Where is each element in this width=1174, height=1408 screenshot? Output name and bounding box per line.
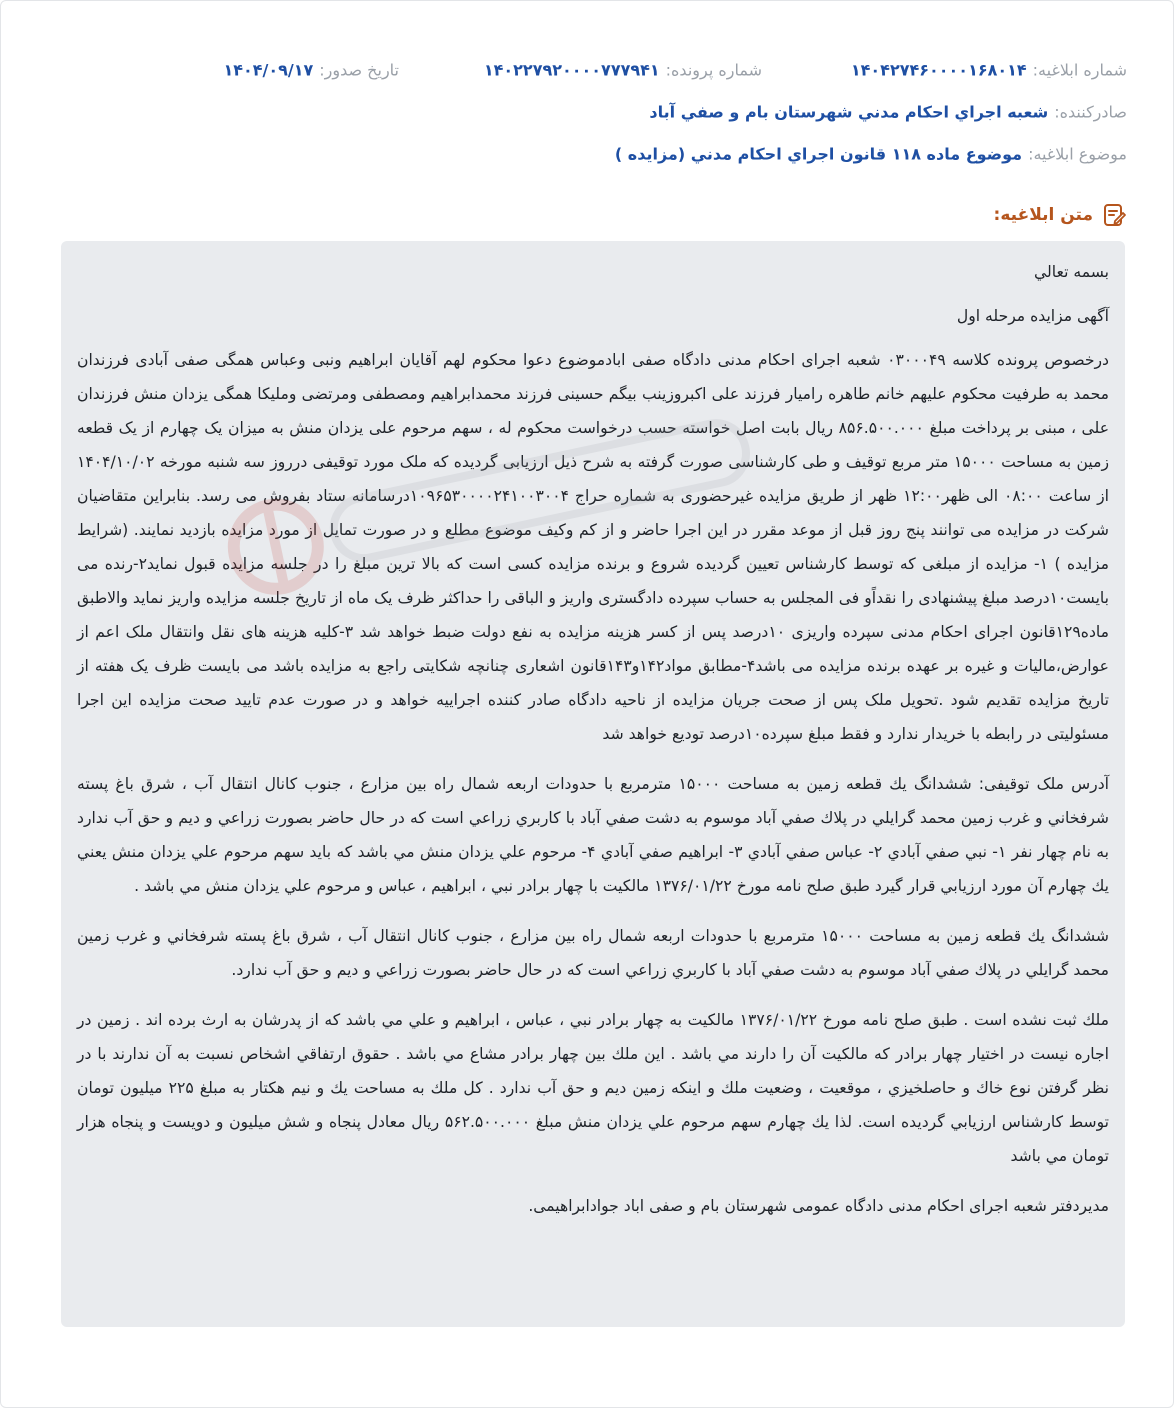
issue-date-label: تاریخ صدور: bbox=[319, 60, 399, 80]
issuer-label: صادرکننده: bbox=[1054, 102, 1127, 122]
issuer-value: شعبه اجراي احكام مدني شهرستان بام و صفي آباد bbox=[649, 102, 1049, 122]
notice-number-label: شماره ابلاغیه: bbox=[1032, 60, 1127, 80]
notice-text-title: متن ابلاغیه: bbox=[993, 205, 1093, 225]
notice-text-heading bbox=[994, 199, 1127, 231]
body-paragraph-auction: درخصوص پرونده کلاسه ۰۳۰۰۰۴۹ شعبه اجرای احکام مدنی دادگاه صفی ابادموضوع دعوا محکوم لهم آقایان ابراهیم ونبی وعباس همگی صفی آبادی فرزندان محمد به طرفیت محکوم علیهم خانم طاهره رامیار فرزند علی اکبروزینب بیگم حسینی فرزند محمدابراهیم ومصطفی ومرتضی وملیکا همگی یزدان منش فرزندان علی ، مبنی بر پرداخت مبلغ ۸۵۶.۵۰۰.۰۰۰ ریال بابت اصل خواسته حسب درخواست محکوم له ، سهم مرحوم علی یزدان منش به میزان یک چهارم از یک قطعه زمین به مساحت ۱۵۰۰۰ متر مربع توقیف و طی کارشناسی صورت گرفته به شرح ذیل ارزیابی گردیده که ملک مورد توقیفی درروز سه شنبه مورخه ۱۴۰۴/۱۰/۰۲ از ساعت ۰۸:۰۰ الی ظهر۱۲:۰۰ ظهر از طریق مزایده غیرحضوری به شماره حراج ۱۰۹۶۵۳۰۰۰۰۲۴‌‌۱۰۰۳‌‌۰۰۴‌درسامانه ستاد بفروش می رسد. بنابراین متقاضیان شرکت در مزایده می توانند پنج روز قبل از موعد مقرر در این اجرا حاضر و از کم وکیف موضوع مطلع و در صورت تمایل از مورد مزایده بازدید نمایند. (شرایط مزایده ) ۱- مزایده از مبلغی که توسط کارشناس تعیین گردیده شروع و برنده مزایده کسی است که بالا ترین مبلغ را در جلسه مزایده قبول نماید۲-رنده می بایست۱۰درصد مبلغ پیشنهادی را نقداًو فی المجلس به حساب سپرده دادگستری واریز و الباقی را حداکثر ظرف یک ماه از تاریخ جلسه مزایده واریز نماید والاطبق ماده۱۲۹قانون اجرای احکام مدنی سپرده واریزی ۱۰درصد پس از کسر هزینه مزایده به نفع دولت ضبط خواهد شد ۳-کلیه هزینه های نقل وانتقال ملک اعم از عوارض،مالیات و غیره بر عهده برنده مزایده می باشد۴-مطابق مواد۱۴۲و۱۴۳قانون اشعاری چنانچه شکایتی راجع به مزایده باشد می بایست ظرف یک هفته از تاریخ مزایده تقدیم شود .تحویل ملک پس از صحت جریان مزایده از ناحیه دادگاه صادر کننده اجراییه خواهد و در صورت عدم تایید صحت مزایده این اجرا مسئولیتی در رابطه با خریدار ندارد و فقط مبلغ سپرده۱۰درصد تودیع خواهد شد bbox=[77, 351, 1110, 743]
body-signature: مدیردفتر شعبه اجرای احکام مدنی دادگاه عمومی شهرستان بام و صفی اباد جوادابراهیمی. bbox=[528, 1197, 1109, 1215]
issue-date bbox=[223, 61, 399, 80]
body-paragraph-valuation: ملك ثبت نشده است . طبق صلح نامه مورخ ۱۳۷۶/۰۱/۲۲ مالكيت به چهار برادر نبي ، عباس ، ابراهيم و علي مي باشد كه از پدرشان به ارث برده اند . زمين در اجاره نيست در اختيار چهار برادر كه مالكيت آن را دارند مي باشد . اين ملك بين چهار برادر مشاع مي باشد . حقوق ارتفاقي اشخاص نسبت به آن ندارند با در نظر گرفتن نوع خاك و حاصلخيزي ، موقعيت ، وضعيت ملك و اينكه زمين ديم و حق آب ندارد . كل ملك به مساحت يك و نيم هكتار به مبلغ ۲۲۵ ميليون تومان توسط كارشناس ارزيابي گرديده است. لذا يك چهارم سهم مرحوم علي يزدان منش مبلغ ۵۶۲.۵۰۰.۰۰۰ ريال معادل پنجاه و شش ميليون و دويست و پنجاه هزار تومان مي باشد bbox=[77, 1011, 1109, 1165]
subject-label: موضوع ابلاغیه: bbox=[1028, 144, 1127, 164]
case-number-value: ۱۴۰۲۲۷۹۲۰۰۰۰۷۷۷۹۴۱ bbox=[483, 60, 660, 80]
subject-value: موضوع ماده ۱۱۸ قانون اجراي احكام مدني (مزايده ) bbox=[614, 144, 1023, 164]
header-row-issuer bbox=[47, 97, 1127, 127]
notice-number bbox=[851, 61, 1127, 80]
issuer bbox=[649, 103, 1127, 122]
subject bbox=[615, 145, 1127, 164]
issue-date-value: ۱۴۰۴/۰۹/۱۷ bbox=[223, 60, 314, 80]
case-number-label: شماره پرونده: bbox=[665, 60, 762, 80]
notice-body bbox=[61, 241, 1125, 1327]
body-paragraph-property: ششدانگ يك قطعه زمين به مساحت ۱۵۰۰۰ مترمربع با حدودات اربعه شمال راه بين مزارع ، جنوب كانال انتقال آب ، شرق باغ پسته شرفخاني و غرب زمين محمد گرايلي در پلاك صفي آباد موسوم به دشت صفي آباد با كاربري زراعي است كه در حال حاضر بصورت زراعي و ديم و حق آب ندارد. bbox=[77, 927, 1109, 979]
body-salutation: بسمه تعالي bbox=[1034, 263, 1109, 281]
document-note-icon bbox=[1101, 202, 1127, 228]
header-row-numbers bbox=[47, 55, 1127, 85]
case-number bbox=[484, 61, 762, 80]
notice-number-value: ۱۴۰۴۲۷۴۶۰۰۰۰۱۶۸۰۱۴ bbox=[850, 60, 1027, 80]
body-heading: آگهی مزایده مرحله اول bbox=[956, 307, 1109, 325]
header-row-subject bbox=[47, 139, 1127, 169]
body-paragraph-address: آدرس ملک توقیفی: ششدانگ يك قطعه زمين به مساحت ۱۵۰۰۰ مترمربع با حدودات اربعه شمال راه بين مزارع ، جنوب كانال انتقال آب ، شرق باغ پسته شرفخاني و غرب زمين محمد گرايلي در پلاك صفي آباد موسوم به دشت صفي آباد با كاربري زراعي است كه در حال حاضر بصورت زراعي و ديم و حق آب ندارد به نام چهار نفر ۱- نبي صفي آبادي ۲- عباس صفي آبادي ۳- ابراهيم صفي آبادي ۴- مرحوم علي يزدان منش مي باشد كه بايد سهم مرحوم علي يزدان منش يعني يك چهارم آن مورد ارزيابي قرار گيرد طبق صلح نامه مورخ ۱۳۷۶/۰۱/۲۲ مالكيت با چهار برادر نبي ، ابراهيم ، عباس و مرحوم علي يزدان منش مي باشد . bbox=[77, 775, 1109, 895]
